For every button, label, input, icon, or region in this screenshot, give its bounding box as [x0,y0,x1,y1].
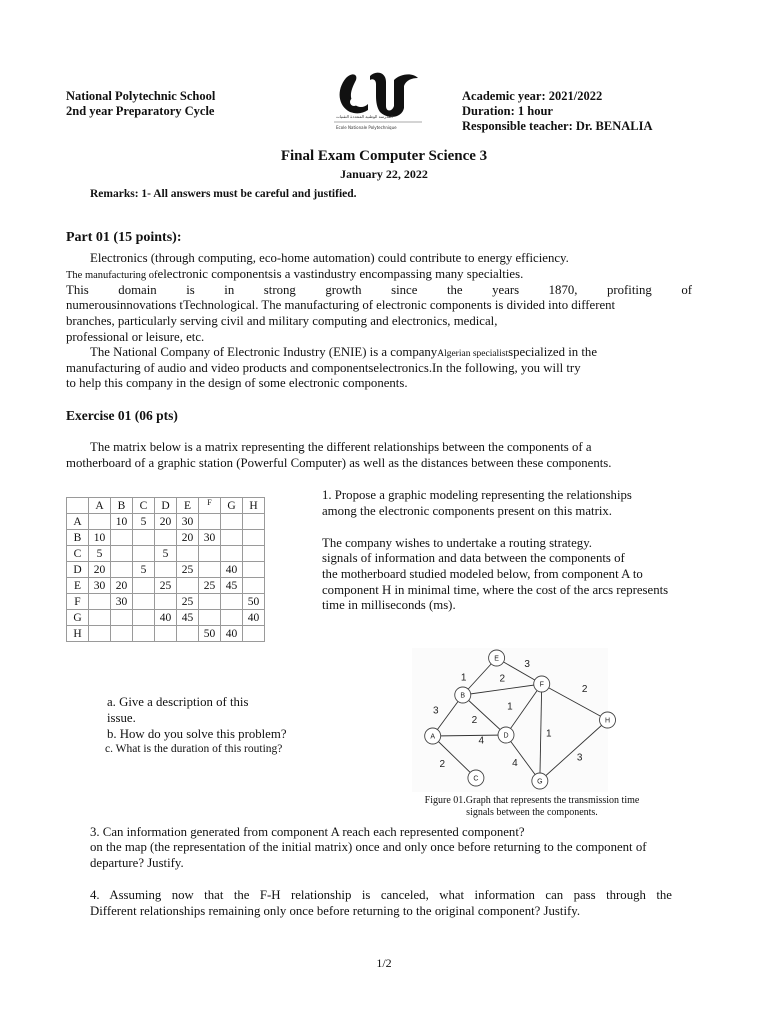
matrix-cell [221,610,243,626]
school-name: National Polytechnic School [66,89,216,103]
graph-edge-weight: 4 [512,758,518,769]
p3-word: strong [263,283,296,297]
q1-line1: 1. Propose a graphic modeling representing the relationships [322,488,632,502]
graph-edge-B-D [463,695,506,735]
matrix-cell: 25 [155,578,177,594]
q2-line2: signals of information and data between the components of [322,551,625,565]
matrix-cell: 20 [111,578,133,594]
sub-question-a-line2: issue. [107,711,136,725]
matrix-cell [133,578,155,594]
matrix-cell [111,626,133,642]
matrix-column-header: E [177,498,199,514]
matrix-row-header: C [67,546,89,562]
page-number: 1/2 [376,956,392,970]
matrix-cell: 5 [133,514,155,530]
matrix-cell: 45 [177,610,199,626]
p2-part-a: The manufacturing of [66,270,158,281]
part01-p4-line3: to help this company in the design of some electronic components. [66,376,408,390]
matrix-cell [155,530,177,546]
matrix-cell [199,594,221,610]
matrix-row-header: H [67,626,89,642]
q3-line2: on the map (the representation of the initial matrix) once and only once before returning to the component of [90,840,647,854]
logo-caption-ar: المدرسة الوطنية المتعددة التقنيات [336,114,393,119]
matrix-cell: 50 [199,626,221,642]
part01-p2 [66,267,523,284]
matrix-cell [199,562,221,578]
p3-word: profiting [606,283,652,297]
matrix-cell: 5 [155,546,177,562]
graph-node-label: C [473,775,479,783]
q4-line1: 4. Assuming now that the F-H relationship is canceled, what information can pass through the [90,888,672,902]
cycle-name: 2nd year Preparatory Cycle [66,104,215,118]
graph-node-label: F [539,681,544,689]
graph-edge-weight: 3 [576,752,583,764]
matrix-column-header: C [133,498,155,514]
matrix-cell: 30 [89,578,111,594]
matrix-cell [243,578,265,594]
matrix-cell [155,594,177,610]
matrix-cell [221,514,243,530]
figure-caption [402,795,662,819]
matrix-row [67,514,265,530]
p4-part-b: Algerian specialist [437,349,509,359]
p3-word: is [186,283,195,297]
graph-edge-weight: 2 [439,759,446,770]
graph-figure [412,648,611,792]
matrix-column-header: D [155,498,177,514]
matrix-row [67,546,265,562]
q3-line1: 3. Can information generated from component A reach each represented component? [90,825,525,839]
matrix-cell: 5 [89,546,111,562]
matrix-cell: 5 [133,562,155,578]
matrix-cell [111,610,133,626]
matrix-cell: 45 [221,578,243,594]
matrix-cell: 25 [199,578,221,594]
graph-edge-weight: 4 [478,735,485,747]
matrix-cell: 20 [155,514,177,530]
matrix-table [66,497,265,642]
part01-p3-line4: professional or leisure, etc. [66,330,205,344]
matrix-cell: 30 [199,530,221,546]
matrix-cell: 10 [111,514,133,530]
matrix-cell [89,594,111,610]
remarks: Remarks: 1- All answers must be careful and justified. [90,188,357,200]
graph-node-label: G [537,778,543,786]
matrix-cell [177,546,199,562]
graph-edge-weight: 3 [524,659,530,670]
matrix-cell [243,562,265,578]
matrix-row [67,530,265,546]
matrix-cell [177,578,199,594]
matrix-row-header: E [67,578,89,594]
matrix-row [67,626,265,642]
adjacency-matrix [66,497,265,642]
matrix-cell [243,626,265,642]
matrix-corner [67,498,89,514]
matrix-cell [199,610,221,626]
matrix-cell [177,626,199,642]
matrix-cell: 40 [243,610,265,626]
p3-word: domain [118,283,157,297]
matrix-row [67,610,265,626]
matrix-cell [155,562,177,578]
graph-edge-weight: 2 [581,684,588,695]
matrix-cell: 30 [177,514,199,530]
p3-word: 1870, [548,283,578,297]
matrix-cell [133,626,155,642]
part01-p1: Electronics (through computing, eco-home automation) could contribute to energy efficiency. [90,251,569,265]
matrix-cell [155,626,177,642]
graph-edge-A-C [433,736,476,778]
matrix-column-header: G [221,498,243,514]
matrix-cell [243,530,265,546]
p2-part-e: encompassing many specialties. [359,267,524,281]
matrix-cell [133,594,155,610]
matrix-row-header: B [67,530,89,546]
matrix-cell [199,514,221,530]
part01-p3-line1 [66,283,692,299]
p3-word: growth [325,283,362,297]
graph-node-label: B [460,692,466,700]
matrix-row [67,594,265,610]
matrix-cell [221,530,243,546]
q4-line2: Different relationships remaining only once before returning to the original component? Justify. [90,904,581,918]
matrix-cell: 25 [177,562,199,578]
academic-year: Academic year: 2021/2022 [462,89,603,103]
q2-line3: the motherboard studied modeled below, from component A to [322,567,643,581]
sub-question-c: c. What is the duration of this routing? [105,743,283,755]
logo-caption-fr: Ecole Nationale Polytechnique [336,125,397,130]
matrix-cell [221,594,243,610]
matrix-cell [111,530,133,546]
graph-edge-weight: 2 [499,673,506,685]
sub-question-b: b. How do you solve this problem? [107,727,287,741]
graph-edge-weight: 2 [471,715,478,726]
p4-part-a: The National Company of Electronic Industry (ENIE) is a company [90,345,438,359]
q2-line4: component H in minimal time, where the cost of the arcs represents [322,583,669,597]
matrix-row-header: A [67,514,89,530]
matrix-row-header: G [67,610,89,626]
graph-edge-B-F [463,681,544,695]
exam-title: Final Exam Computer Science 3 [280,148,488,164]
graph-edge-weight: 1 [507,701,513,713]
matrix-cell [133,610,155,626]
q3-line3: departure? Justify. [90,856,184,870]
matrix-cell [89,626,111,642]
matrix-cell: 40 [221,562,243,578]
matrix-row [67,578,265,594]
part01-heading: Part 01 (15 points): [66,230,182,245]
p3-word: of [681,283,692,297]
matrix-column-header: F [199,498,221,514]
graph-edge-F-G [539,681,544,781]
matrix-cell [111,546,133,562]
matrix-cell: 20 [177,530,199,546]
matrix-cell: 25 [177,594,199,610]
p2-part-d: industry [314,267,357,281]
part01-p4-line2: manufacturing of audio and video products and componentselectronics.In the following, you will try [66,361,581,375]
p3-word: in [224,283,235,297]
figure-caption-line2: signals between the components. [466,807,598,818]
p3-word: since [391,283,418,297]
p3-word: the [446,283,463,297]
matrix-column-header: B [111,498,133,514]
sub-question-a-line1: a. Give a description of this [107,695,249,709]
matrix-cell [89,514,111,530]
matrix-cell [243,546,265,562]
transmission-graph [412,648,611,792]
graph-edge-weight: 3 [432,705,439,717]
matrix-cell: 40 [155,610,177,626]
part01-p4-line1 [90,345,597,363]
p3-word: This [66,283,89,297]
matrix-cell: 40 [221,626,243,642]
q2-line1: The company wishes to undertake a routing strategy. [322,536,592,550]
matrix-cell: 30 [111,594,133,610]
part01-p3-line2: numerousinnovations tTechnological. The manufacturing of electronic components is divided into different [66,298,616,312]
matrix-cell [89,610,111,626]
graph-edge-D-G [506,735,540,781]
matrix-row-header: F [67,594,89,610]
school-logo [330,66,425,134]
graph-node-label: E [494,655,499,663]
graph-edge-F-H [539,681,608,720]
part01-p3-line3: branches, particularly serving civil and military computing and electronics, medical, [66,314,498,328]
matrix-cell [111,562,133,578]
figure-caption-line1: Figure 01.Graph that represents the transmission time [424,795,640,806]
matrix-cell: 50 [243,594,265,610]
matrix-row [67,562,265,578]
exercise01-heading: Exercise 01 (06 pts) [66,408,178,423]
matrix-cell [133,546,155,562]
graph-edge-A-D [433,735,506,736]
matrix-cell [199,546,221,562]
p4-part-c: specialized in the [508,345,598,359]
matrix-cell [221,546,243,562]
graph-edge-weight: 1 [545,728,552,740]
p2-part-b: electronic components [157,267,274,281]
responsible-teacher: Responsible teacher: Dr. BENALIA [462,119,653,133]
graph-node-label: H [604,717,611,725]
matrix-cell [133,530,155,546]
matrix-cell: 20 [89,562,111,578]
p2-part-c: is a vast [273,267,315,281]
q1-line2: among the electronic components present on this matrix. [322,504,612,518]
graph-node-label: D [503,732,509,740]
matrix-column-header: A [89,498,111,514]
matrix-column-header: H [243,498,265,514]
matrix-cell: 10 [89,530,111,546]
exam-date: January 22, 2022 [340,167,428,181]
matrix-cell [243,514,265,530]
duration: Duration: 1 hour [462,104,553,118]
matrix-row-header: D [67,562,89,578]
exercise01-intro-line2: motherboard of a graphic station (Powerful Computer) as well as the distances between these components. [66,456,612,470]
graph-edge-weight: 1 [460,672,467,684]
q2-line5: time in milliseconds (ms). [322,598,456,612]
exercise01-intro-line1: The matrix below is a matrix representing the different relationships between the components of a [90,440,592,454]
graph-node-label: A [430,733,436,741]
p3-word: years [492,283,520,297]
